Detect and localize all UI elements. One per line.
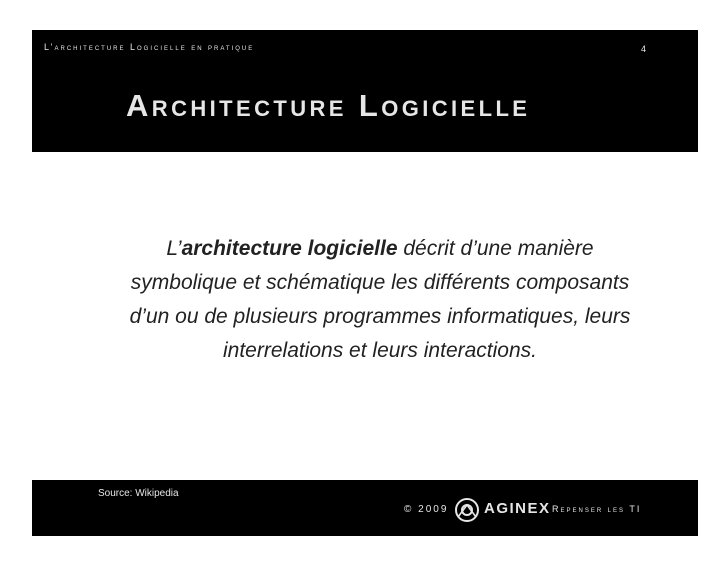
brand-name: AGINEX: [484, 500, 551, 517]
body-lead: L’: [166, 237, 182, 260]
slide-title: Architecture Logicielle: [126, 88, 531, 123]
body-rest: décrit d’une manière symbolique et schématique les différents composants d’un ou de plusieurs programmes informatiques, leurs interrelations et leurs interactions.: [129, 237, 631, 362]
body-emphasis: architecture logicielle: [181, 237, 398, 260]
copyright: © 2009: [404, 504, 449, 515]
aginex-logo-icon: [454, 497, 480, 523]
page-number: 4: [641, 44, 648, 54]
source-note: Source: Wikipedia: [98, 488, 179, 499]
tagline: Repenser les TI: [552, 504, 642, 514]
header-caption: L’architecture Logicielle en pratique: [44, 42, 255, 52]
body-paragraph: [118, 232, 642, 368]
